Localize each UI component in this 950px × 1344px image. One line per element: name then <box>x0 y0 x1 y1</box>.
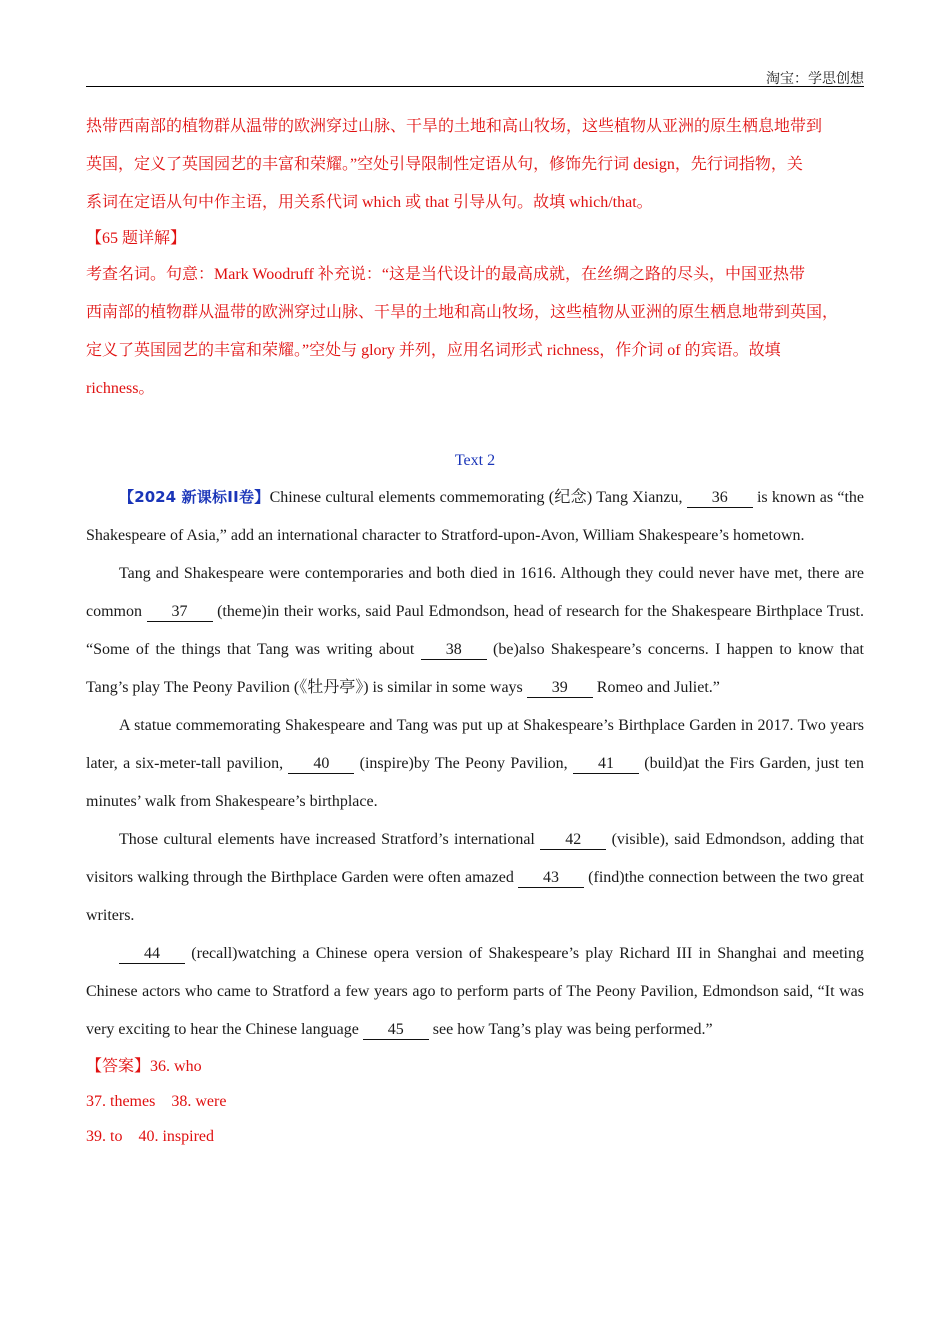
blank-39[interactable]: 39 <box>527 679 593 698</box>
p4-text-c: (find)the connection between the two great writers. <box>86 869 865 924</box>
p1-text-c: is known as “the Shakespeare of Asia,” add an international character to Stratford-upon-Avon, William Shakespeare’s hometown. <box>86 489 864 544</box>
p2-text-b: (theme)in their works, said Paul Edmondson, head of research for the Shakespeare Birthplace Trust. “Some of the things that Tang was writing about <box>86 603 864 658</box>
blank-42[interactable]: 42 <box>540 831 606 850</box>
blank-43[interactable]: 43 <box>518 869 584 888</box>
answer-36: 36. who <box>150 1058 202 1075</box>
explanation-64-line-2: 英国，定义了英国园艺的丰富和荣耀。”空处引导限制性定语从句，修饰先行词 design，先行词指物，关 <box>86 156 803 173</box>
answer-37: 37. themes <box>86 1093 156 1110</box>
blank-44[interactable]: 44 <box>119 945 185 964</box>
header-text: 淘宝：学思创想 <box>766 72 864 87</box>
p3-text-b: (inspire)by The Peony Pavilion, <box>354 755 573 772</box>
text2-paragraph-3 <box>86 707 864 821</box>
p1-text-a: Chinese cultural elements commemorating (纪念) Tang Xianzu, <box>269 489 687 506</box>
p4-text-b: (visible), said Edmondson, adding that visitors walking through the Birthplace Garden were often amazed <box>86 831 865 886</box>
text2-paragraph-4 <box>86 821 864 935</box>
explanation-64-line-3: 系词在定语从句中作主语，用关系代词 which 或 that 引导从句。故填 which/that。 <box>86 194 653 211</box>
blank-36[interactable]: 36 <box>687 489 753 508</box>
q65-line-2: 西南部的植物群从温带的欧洲穿过山脉、干旱的土地和高山牧场，这些植物从亚洲的原生栖息地带到英国， <box>86 304 839 321</box>
blank-45[interactable]: 45 <box>363 1021 429 1040</box>
explanation-64-line-1: 热带西南部的植物群从温带的欧洲穿过山脉、干旱的土地和高山牧场，这些植物从亚洲的原生栖息地带到 <box>86 118 823 135</box>
answer-line-3 <box>86 1119 864 1154</box>
text2-paragraph-1 <box>86 478 864 555</box>
q65-line-1: 考查名词。句意：Mark Woodruff 补充说：“这是当代设计的最高成就，在丝绸之路的尽头，中国亚热带 <box>86 266 805 283</box>
p4-text-a: Those cultural elements have increased Stratford’s international <box>119 831 541 848</box>
p5-text-a: (recall)watching a Chinese opera version of Shakespeare’s play Richard III in Shanghai and meeting Chinese actors who came to Stratford a few years ago to perform parts of The Peony Pavilion, Edmondson said, “It was very exciting to hear the Chinese language <box>86 945 864 1038</box>
answer-40: 40. inspired <box>138 1128 214 1145</box>
answer-39: 39. to <box>86 1128 123 1145</box>
blank-37[interactable]: 37 <box>147 603 213 622</box>
source-tag: 【2024 新课标ⅠⅠ卷】 <box>119 488 270 506</box>
blank-40[interactable]: 40 <box>288 755 354 774</box>
q65-line-4: richness。 <box>86 380 155 397</box>
answer-38: 38. were <box>171 1093 227 1110</box>
p2-text-d: Romeo and Juliet.” <box>592 679 720 696</box>
p5-text-b: see how Tang’s play was being performed.” <box>428 1021 713 1038</box>
p2-text-a: Tang and Shakespeare were contemporaries and both died in 1616. Although they could never have met, there are common <box>86 565 864 620</box>
page-header <box>86 66 864 87</box>
blank-41[interactable]: 41 <box>573 755 639 774</box>
p3-text-a: A statue commemorating Shakespeare and Tang was put up at Shakespeare’s Birthplace Garden in 2017. Two years later, a six-meter-tall pavilion, <box>86 717 864 772</box>
answer-label: 【答案】 <box>86 1058 151 1075</box>
q65-label: 【65 题详解】 <box>86 230 187 247</box>
text2-title: Text 2 <box>454 452 496 469</box>
p2-text-c: (be)also Shakespeare’s concerns. I happen to know that Tang’s play The Peony Pavilion (《牡丹亭》) is similar in some ways <box>86 641 864 696</box>
document-body <box>86 108 864 1154</box>
p3-text-c: (build)at the Firs Garden, just ten minutes’ walk from Shakespeare’s birthplace. <box>86 755 864 810</box>
answer-line-2 <box>86 1084 864 1119</box>
q65-line-3: 定义了英国园艺的丰富和荣耀。”空处与 glory 并列，应用名词形式 richness，作介词 of 的宾语。故填 <box>86 342 781 359</box>
text2-paragraph-2 <box>86 555 864 707</box>
blank-38[interactable]: 38 <box>421 641 487 660</box>
text2-paragraph-5 <box>86 935 864 1049</box>
answer-line-1 <box>86 1049 864 1084</box>
